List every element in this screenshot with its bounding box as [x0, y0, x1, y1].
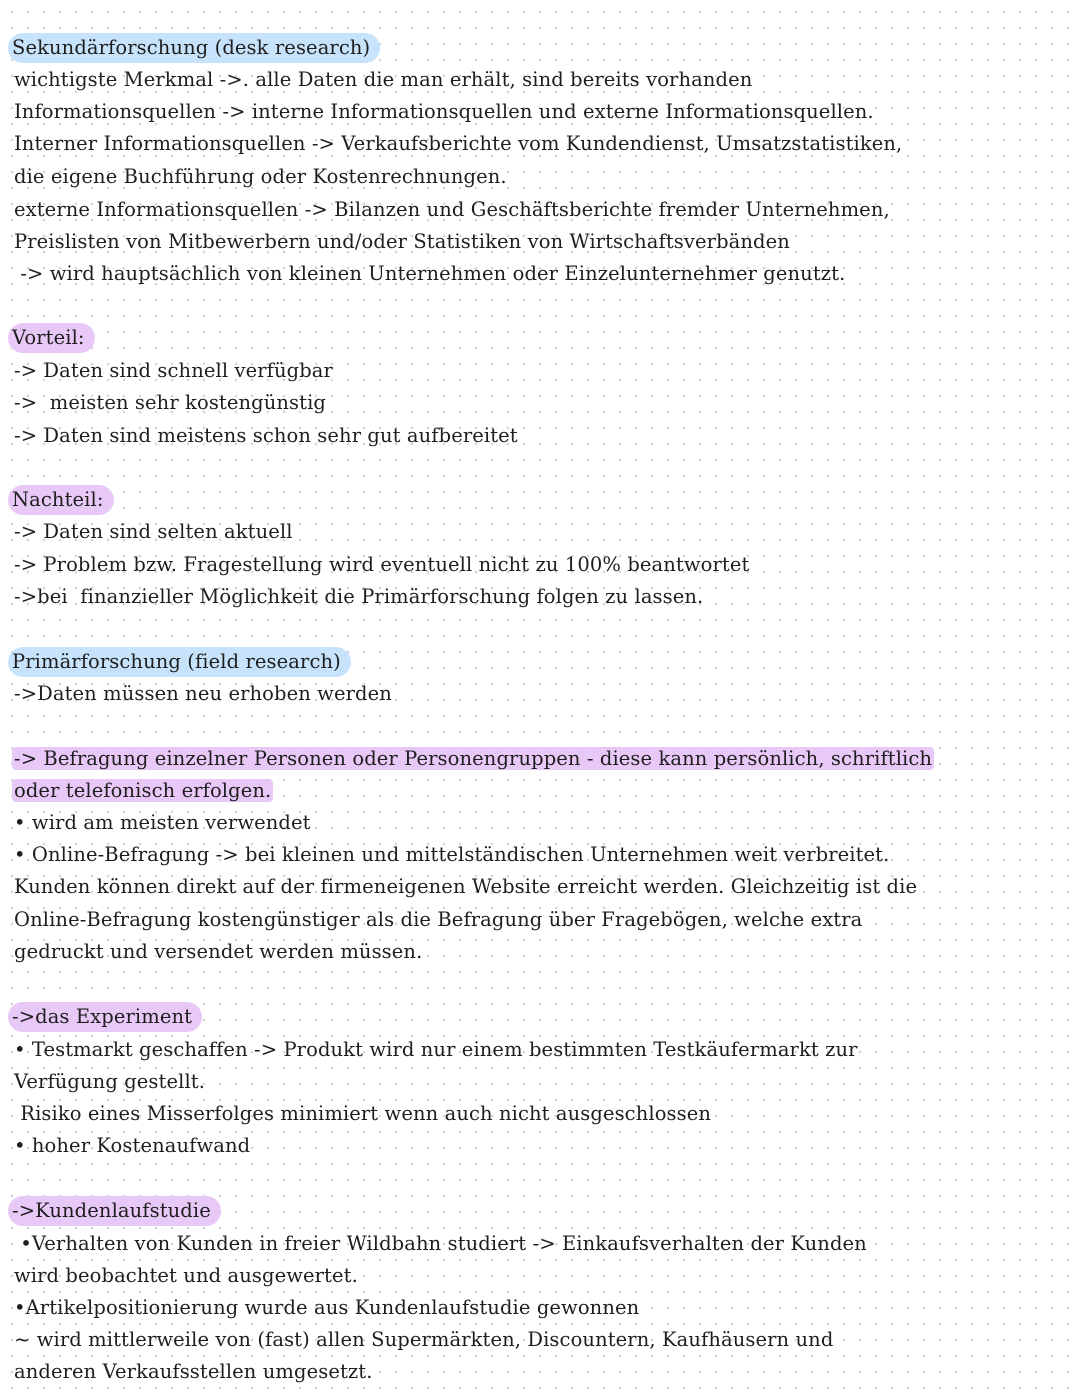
list-item: -> Daten sind selten aktuell [14, 520, 293, 543]
section-heading-nachteil: Nachteil: [14, 484, 114, 516]
bullet-item: •Artikelpositionierung wurde aus Kundenlaufstudie gewonnen [14, 1296, 640, 1319]
text-line: -> wird hauptsächlich von kleinen Unternehmen oder Einzelunternehmer genutzt. [14, 262, 846, 285]
text-line: wichtigste Merkmal ->. alle Daten die man erhält, sind bereits vorhanden [14, 68, 753, 91]
list-item: -> Daten sind meistens schon sehr gut aufbereitet [14, 424, 518, 447]
text-line: Informationsquellen -> interne Informationsquellen und externe Informationsquellen. [14, 100, 874, 123]
text-line: Interner Informationsquellen -> Verkaufsberichte vom Kundendienst, Umsatzstatistiken, [14, 132, 903, 155]
subsection-heading-befragung: -> Befragung einzelner Personen oder Personengruppen - diese kann persönlich, schriftlich [14, 747, 933, 770]
section-heading-vorteil: Vorteil: [14, 322, 95, 354]
text-line: externe Informationsquellen -> Bilanzen und Geschäftsberichte fremder Unternehmen, [14, 198, 890, 221]
subsection-heading-experiment: ->das Experiment [14, 1001, 202, 1033]
text-line: ->Daten müssen neu erhoben werden [14, 682, 392, 705]
text-line: ~ wird mittlerweile von (fast) allen Supermärkten, Discountern, Kaufhäusern und [14, 1328, 834, 1351]
list-item: -> Problem bzw. Fragestellung wird eventuell nicht zu 100% beantwortet [14, 553, 750, 576]
subsection-heading-kundenlaufstudie: ->Kundenlaufstudie [14, 1195, 221, 1227]
text-line: Online-Befragung kostengünstiger als die Befragung über Fragebögen, welche extra [14, 908, 863, 931]
bullet-item: •Verhalten von Kunden in freier Wildbahn studiert -> Einkaufsverhalten der Kunden [14, 1232, 867, 1255]
bullet-item: • Online-Befragung -> bei kleinen und mittelständischen Unternehmen weit verbreitet. [14, 843, 890, 866]
bullet-item: • hoher Kostenaufwand [14, 1134, 251, 1157]
section-heading-primaerforschung: Primärforschung (field research) [14, 646, 351, 678]
text-line: Verfügung gestellt. [14, 1070, 206, 1093]
text-line: Preislisten von Mitbewerbern und/oder Statistiken von Wirtschaftsverbänden [14, 230, 790, 253]
text-line: anderen Verkaufsstellen umgesetzt. [14, 1360, 373, 1383]
bullet-item: • Testmarkt geschaffen -> Produkt wird nur einem bestimmten Testkäufermarkt zur [14, 1038, 858, 1061]
text-line: die eigene Buchführung oder Kostenrechnungen. [14, 165, 507, 188]
list-item: ->bei finanzieller Möglichkeit die Primärforschung folgen zu lassen. [14, 585, 704, 608]
text-line: wird beobachtet und ausgewertet. [14, 1264, 358, 1287]
text-line: Risiko eines Misserfolges minimiert wenn auch nicht ausgeschlossen [14, 1102, 712, 1125]
text-line: gedruckt und versendet werden müssen. [14, 940, 423, 963]
text-line: Kunden können direkt auf der firmeneigenen Website erreicht werden. Gleichzeitig ist die [14, 875, 918, 898]
bullet-item: • wird am meisten verwendet [14, 811, 311, 834]
list-item: -> meisten sehr kostengünstig [14, 391, 327, 414]
subsection-heading-befragung-cont: oder telefonisch erfolgen. [14, 779, 272, 802]
section-heading-sekundaerforschung: Sekundärforschung (desk research) [14, 32, 380, 64]
list-item: -> Daten sind schnell verfügbar [14, 359, 333, 382]
